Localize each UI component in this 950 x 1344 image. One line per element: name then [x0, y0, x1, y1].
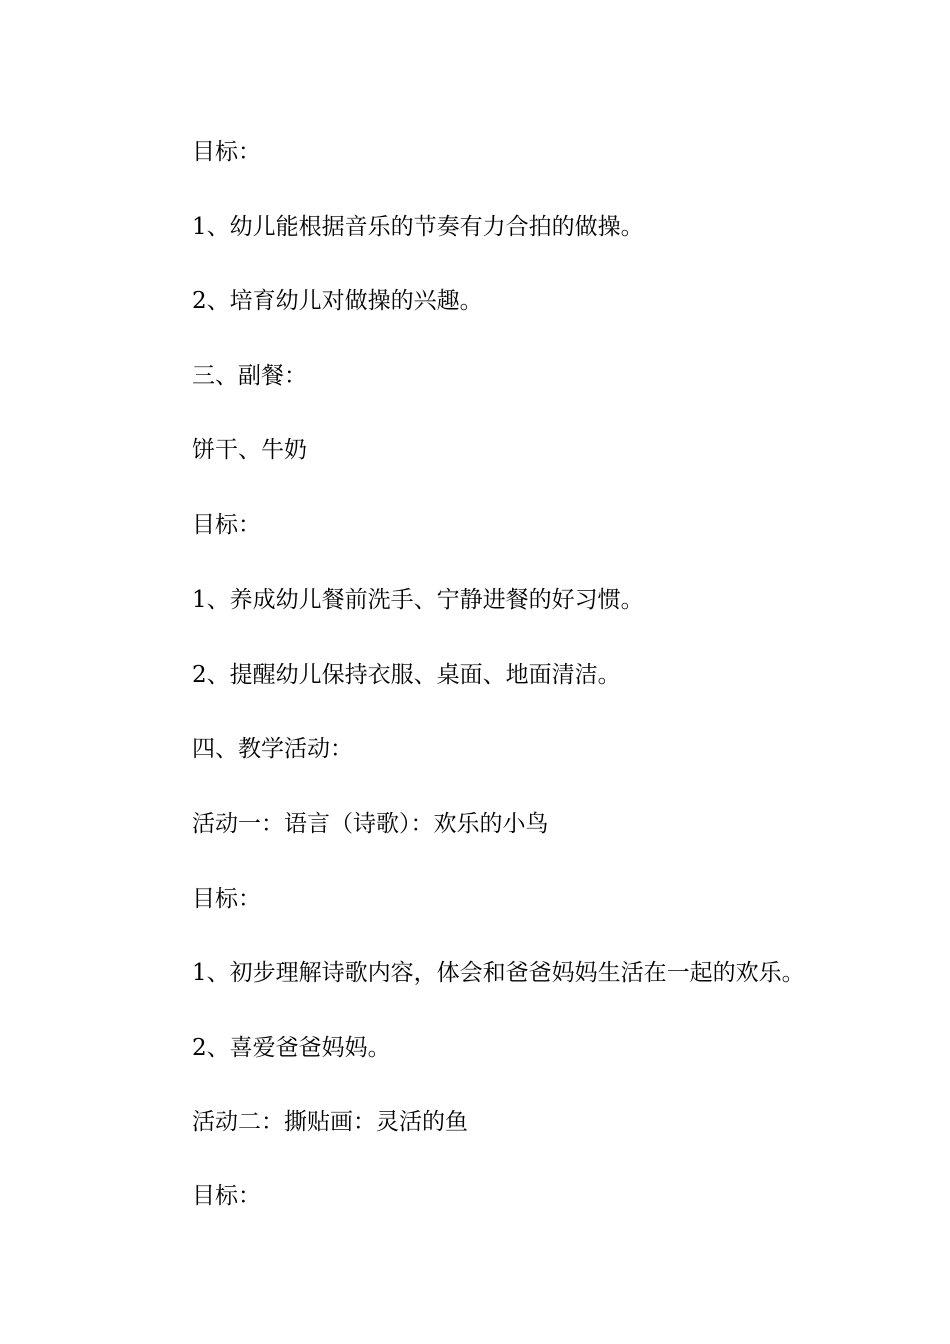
text-line: 目标： — [192, 886, 261, 912]
text-line: 2、喜爱爸爸妈妈。 — [192, 1035, 391, 1061]
text-line: 目标： — [192, 139, 261, 165]
text-line: 目标： — [192, 512, 261, 538]
text-line: 目标： — [192, 1183, 261, 1209]
text-line: 2、提醒幼儿保持衣服、桌面、地面清洁。 — [192, 662, 621, 688]
text-line: 1、幼儿能根据音乐的节奏有力合拍的做操。 — [192, 214, 644, 240]
text-line: 1、初步理解诗歌内容，体会和爸爸妈妈生活在一起的欢乐。 — [192, 960, 805, 986]
section-heading: 四、教学活动： — [192, 736, 353, 762]
text-line: 1、养成幼儿餐前洗手、宁静进餐的好习惯。 — [192, 587, 644, 613]
text-line: 饼干、牛奶 — [192, 437, 307, 463]
section-heading: 三、副餐： — [192, 363, 307, 389]
activity-title: 活动一：语言（诗歌）：欢乐的小鸟 — [192, 811, 549, 837]
activity-title: 活动二：撕贴画：灵活的鱼 — [192, 1109, 468, 1135]
text-line: 2、培育幼儿对做操的兴趣。 — [192, 288, 483, 314]
